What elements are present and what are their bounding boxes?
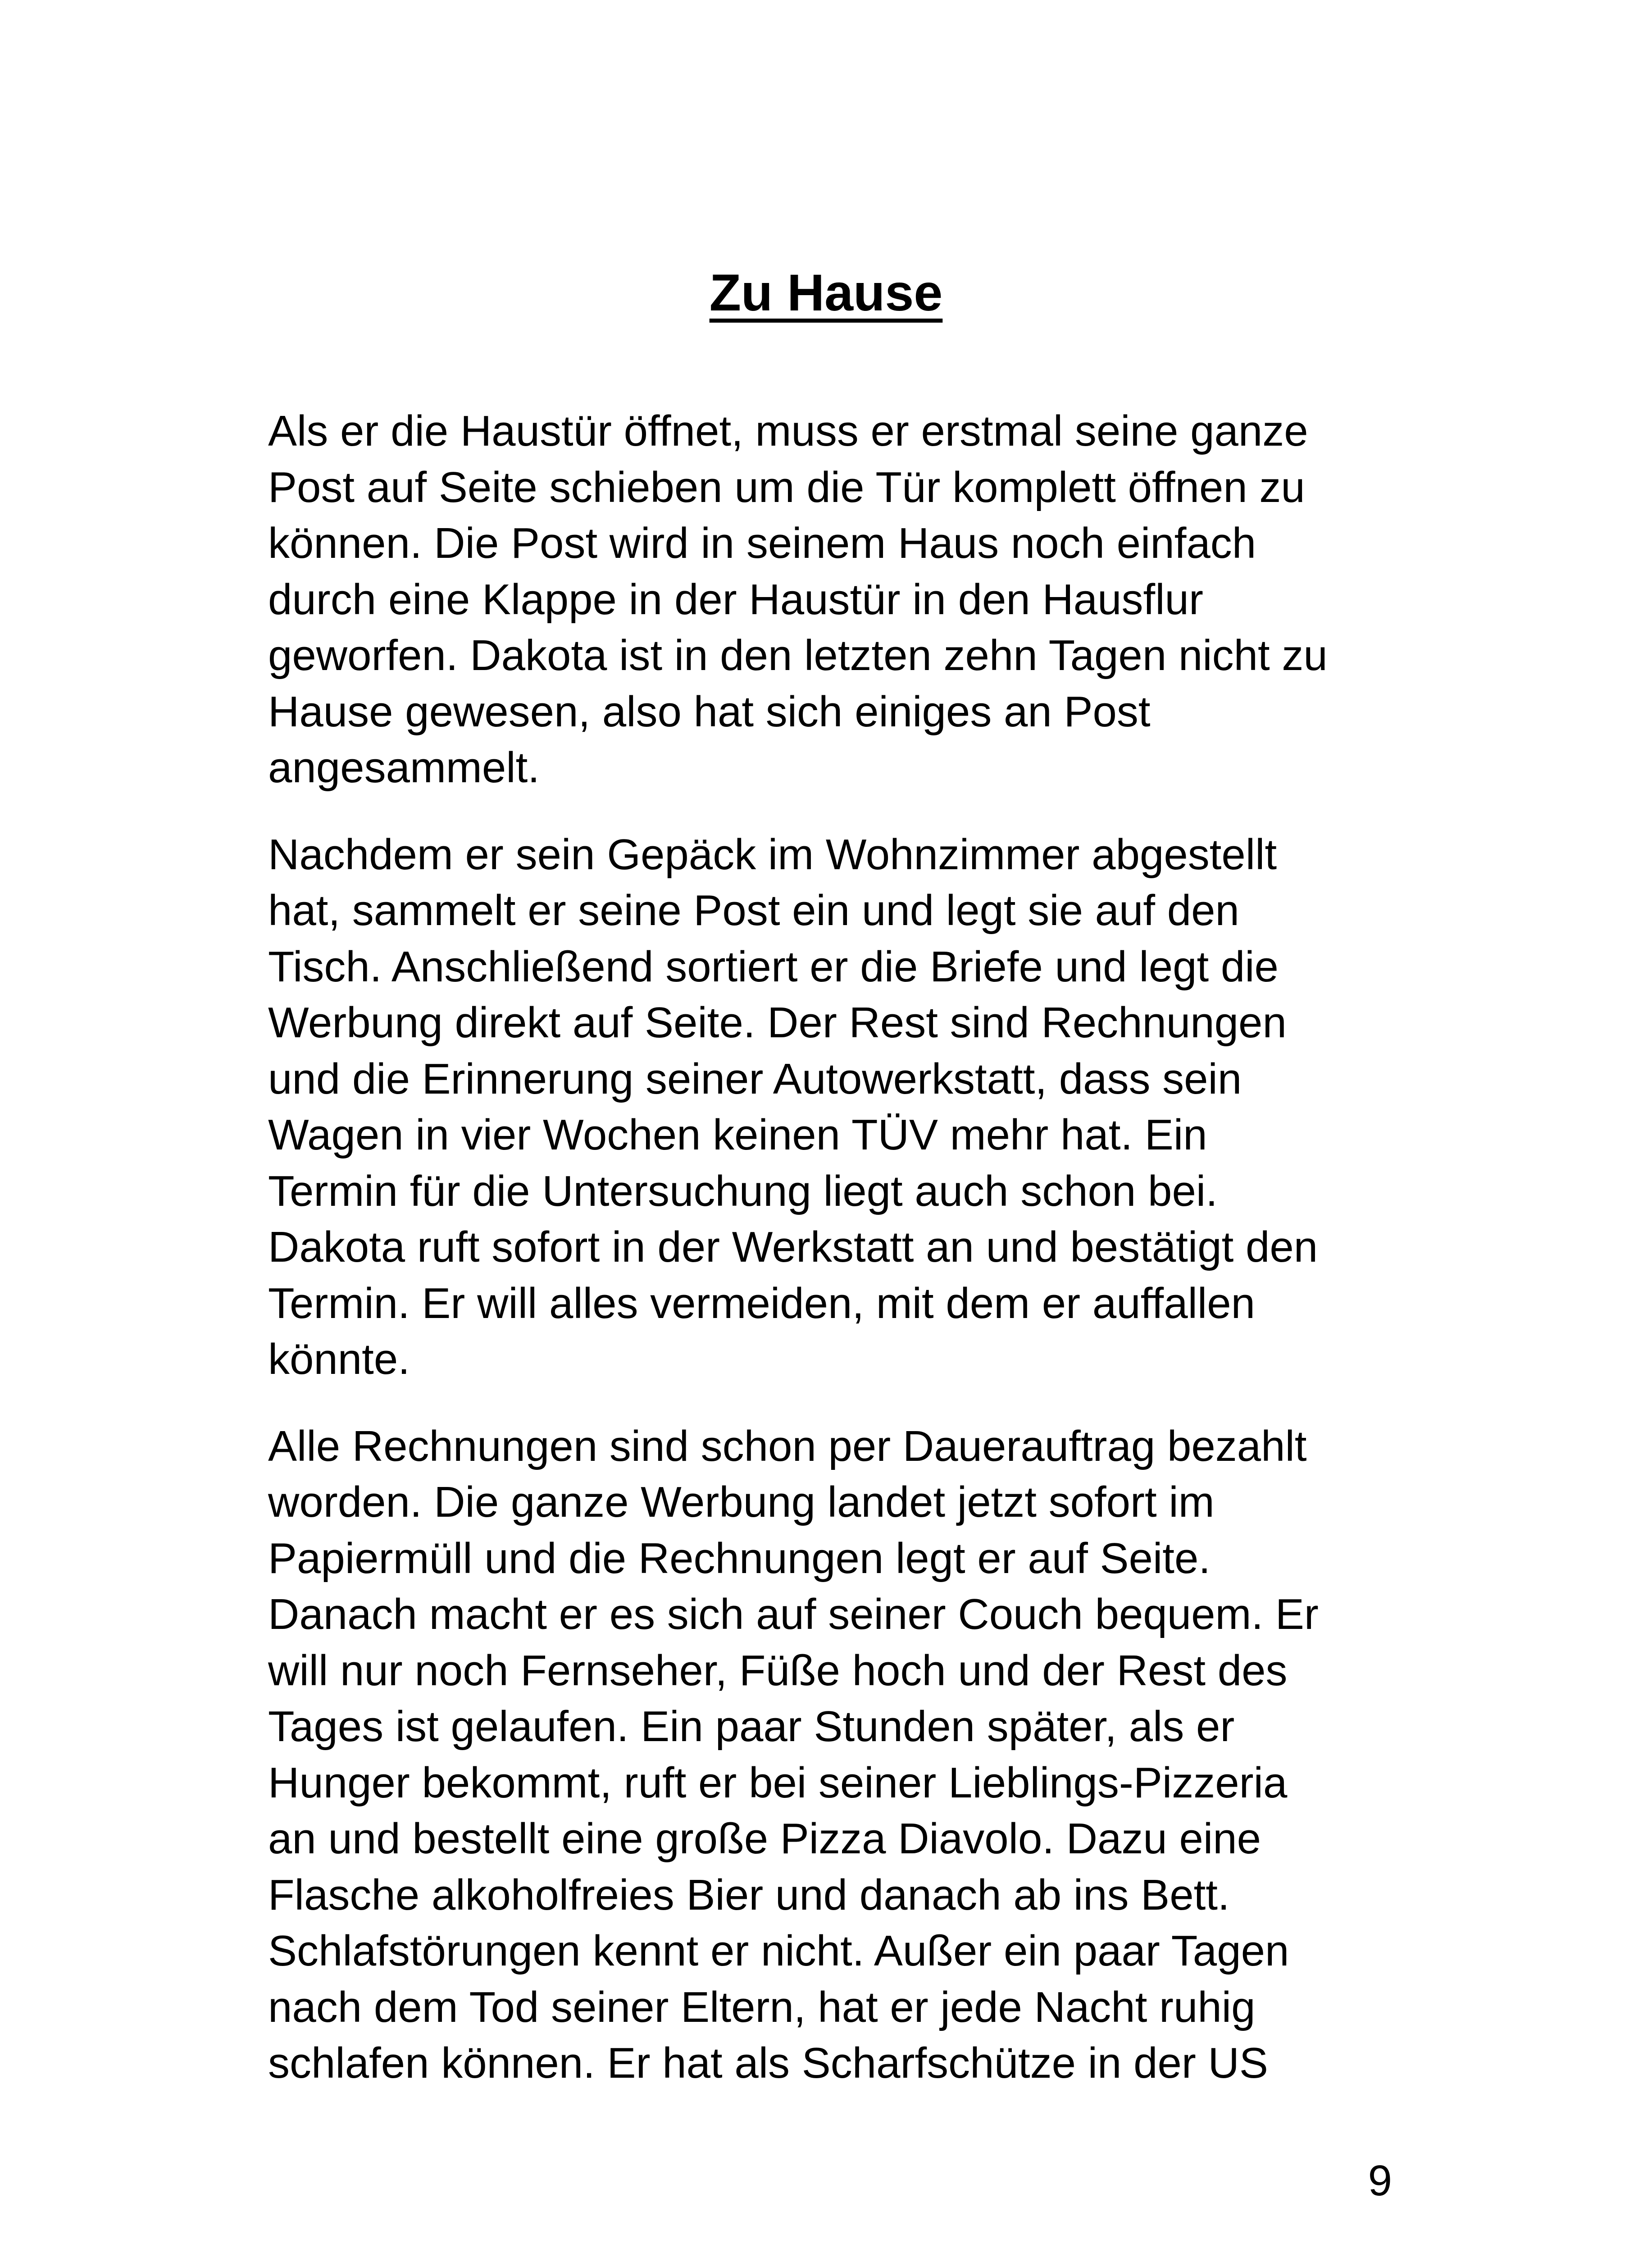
text-line: Alle Rechnungen sind schon per Dauerauftrag bezahlt xyxy=(268,1422,1307,1470)
text-line: Termin. Er will alles vermeiden, mit dem er auffallen xyxy=(268,1279,1256,1327)
paragraph-1 xyxy=(268,403,1421,796)
text-line: geworfen. Dakota ist in den letzten zehn Tagen nicht zu xyxy=(268,631,1328,680)
text-line: Nachdem er sein Gepäck im Wohnzimmer abgestellt xyxy=(268,830,1277,879)
text-line: Flasche alkoholfreies Bier und danach ab ins Bett. xyxy=(268,1870,1230,1919)
text-line: Termin für die Untersuchung liegt auch schon bei. xyxy=(268,1167,1218,1215)
text-line: Danach macht er es sich auf seiner Couch bequem. Er xyxy=(268,1590,1319,1638)
text-line: hat, sammelt er seine Post ein und legt sie auf den xyxy=(268,886,1239,935)
text-line: Hause gewesen, also hat sich einiges an Post xyxy=(268,687,1151,736)
text-line: könnte. xyxy=(268,1335,410,1383)
text-line: und die Erinnerung seiner Autowerkstatt, dass sein xyxy=(268,1054,1242,1103)
text-line: Schlafstörungen kennt er nicht. Außer ein paar Tagen xyxy=(268,1927,1289,1975)
text-line: Tisch. Anschließend sortiert er die Briefe und legt die xyxy=(268,942,1279,991)
text-line: worden. Die ganze Werbung landet jetzt sofort im xyxy=(268,1478,1215,1526)
paragraph-gap xyxy=(268,796,1421,827)
text-line: an und bestellt eine große Pizza Diavolo. Dazu eine xyxy=(268,1815,1261,1863)
text-line: angesammelt. xyxy=(268,743,540,792)
text-line: Dakota ruft sofort in der Werkstatt an und bestätigt den xyxy=(268,1223,1318,1271)
text-line: Als er die Haustür öffnet, muss er erstmal seine ganze xyxy=(268,407,1308,455)
paragraph-3 xyxy=(268,1418,1421,2092)
text-line: Tages ist gelaufen. Ein paar Stunden später, als er xyxy=(268,1702,1235,1751)
paragraph-gap xyxy=(268,1388,1421,1418)
chapter-title: Zu Hause xyxy=(709,264,943,322)
text-line: Post auf Seite schieben um die Tür komplett öffnen zu xyxy=(268,463,1305,511)
text-line: Hunger bekommt, ruft er bei seiner Lieblings-Pizzeria xyxy=(268,1758,1288,1807)
body-text xyxy=(268,403,1421,2092)
text-line: will nur noch Fernseher, Füße hoch und der Rest des xyxy=(268,1646,1288,1695)
text-line: durch eine Klappe in der Haustür in den Hausflur xyxy=(268,575,1203,624)
page-number: 9 xyxy=(1368,2157,1392,2205)
text-line: Wagen in vier Wochen keinen TÜV mehr hat. Ein xyxy=(268,1111,1207,1159)
paragraph-2 xyxy=(268,827,1421,1388)
text-line: Papiermüll und die Rechnungen legt er auf Seite. xyxy=(268,1534,1211,1583)
text-line: Werbung direkt auf Seite. Der Rest sind Rechnungen xyxy=(268,999,1287,1047)
text-line: können. Die Post wird in seinem Haus noch einfach xyxy=(268,519,1256,567)
text-line: nach dem Tod seiner Eltern, hat er jede Nacht ruhig xyxy=(268,1983,1256,2031)
text-line: schlafen können. Er hat als Scharfschütze in der US xyxy=(268,2039,1268,2087)
